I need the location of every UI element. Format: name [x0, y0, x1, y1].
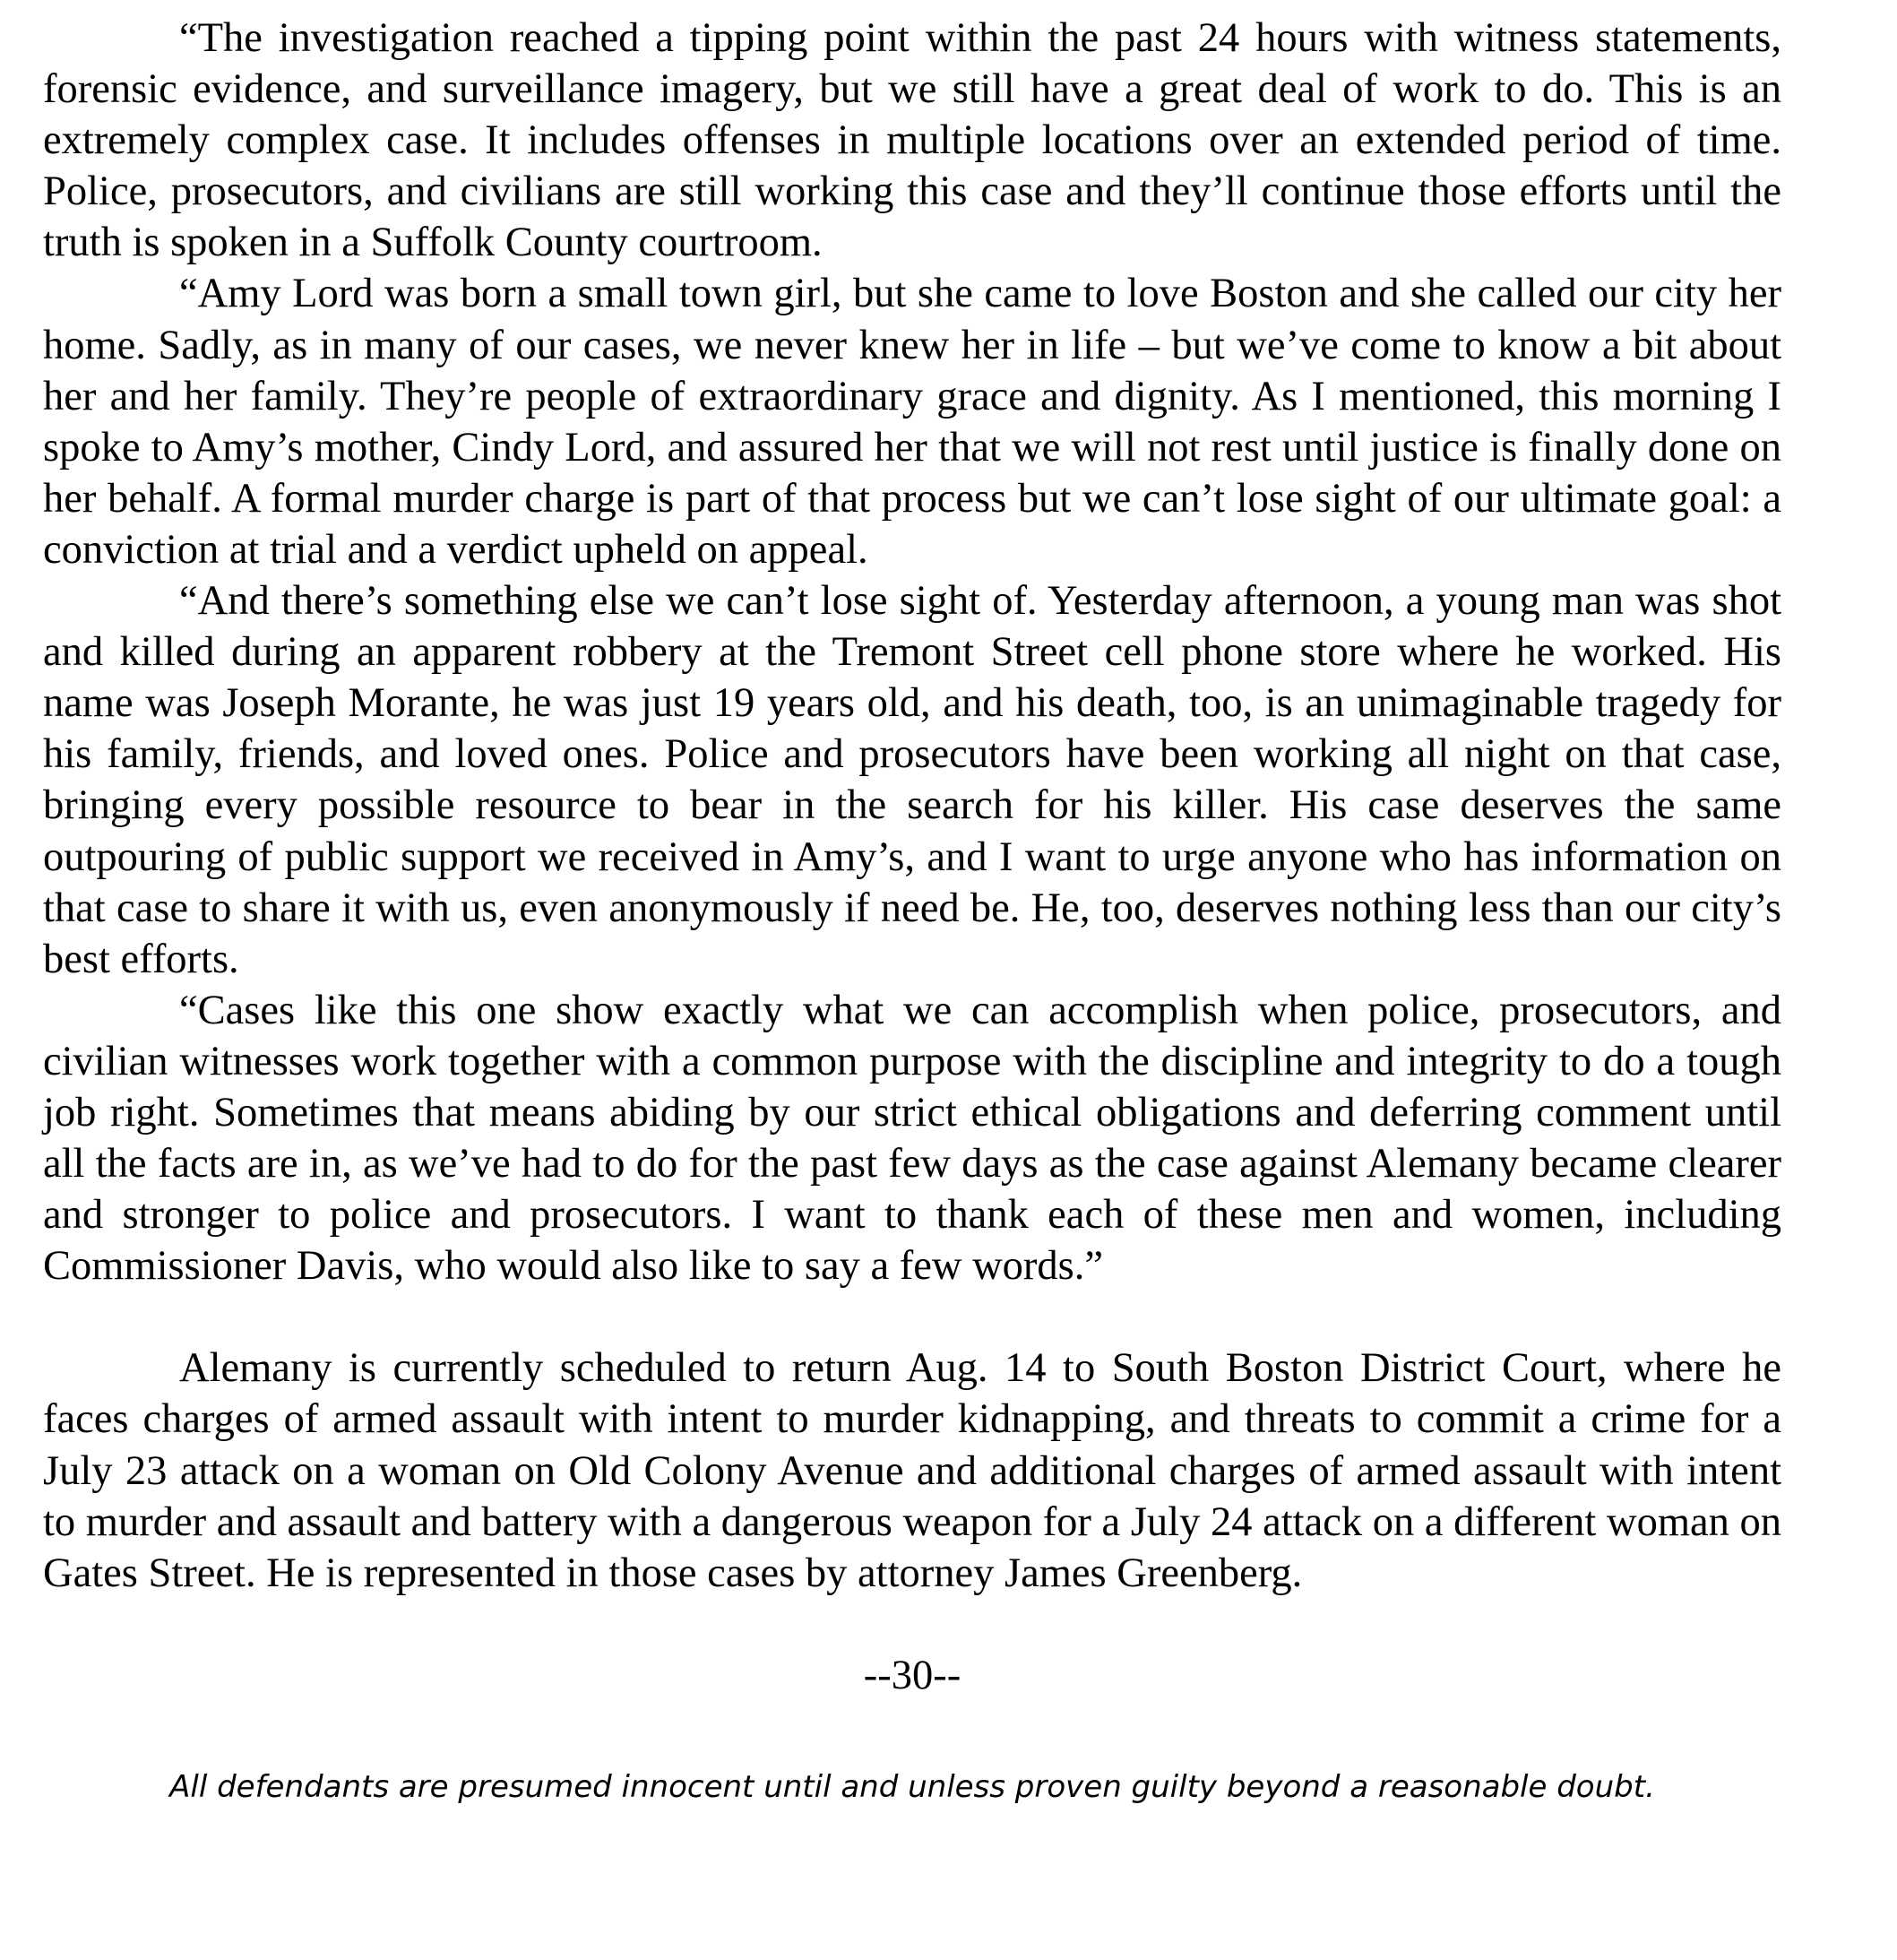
- quote-paragraph-investigation: “The investigation reached a tipping point within the past 24 hours with witness statements, forensic evidence, and surveillance imagery, but we still have a great deal of work to do. This is an extremely complex case. It includes offenses in multiple locations over an extended period of time. Police, prosecutors, and civilians are still working this case and they’ll continue those efforts until the truth is spoken in a Suffolk County courtroom.: [43, 15, 1781, 266]
- quote-paragraph-cases-like-this: “Cases like this one show exactly what we can accomplish when police, prosecutors, and civilian witnesses work together with a common purpose with the discipline and integrity to do a tough job right. Sometimes that means abiding by our strict ethical obligations and deferring comment until all the facts are in, as we’ve had to do for the past few days as the case against Alemany became clearer and stronger to police and prosecutors. I want to thank each of these men and women, including Commissioner Davis, who would also like to say a few words.”: [43, 987, 1781, 1290]
- end-mark: --30--: [863, 1652, 961, 1698]
- disclaimer: All defendants are presumed innocent until and unless proven guilty beyond a reasonable doubt.: [169, 1769, 1655, 1805]
- quote-paragraph-amy-lord: “Amy Lord was born a small town girl, but she came to love Boston and she called our city her home. Sadly, as in many of our cases, we never knew her in life – but we’ve come to know a bit about her and her family. They’re people of extraordinary grace and dignity. As I mentioned, this morning I spoke to Amy’s mother, Cindy Lord, and assured her that we will not rest until justice is finally done on her behalf. A formal murder charge is part of that process but we can’t lose sight of our ultimate goal: a conviction at trial and a verdict upheld on appeal.: [43, 271, 1781, 573]
- paragraph-court-schedule: Alemany is currently scheduled to return Aug. 14 to South Boston District Court, where he faces charges of armed assault with intent to murder kidnapping, and threats to commit a crime for a July 23 attack on a woman on Old Colony Avenue and additional charges of armed assault with intent to murder and assault and battery with a dangerous weapon for a July 24 attack on a different woman on Gates Street. He is represented in those cases by attorney James Greenberg.: [43, 1345, 1781, 1596]
- quote-paragraph-joseph-morante: “And there’s something else we can’t lose sight of. Yesterday afternoon, a young man was shot and killed during an apparent robbery at the Tremont Street cell phone store where he worked. His name was Joseph Morante, he was just 19 years old, and his death, too, is an unimaginable tragedy for his family, friends, and loved ones. Police and prosecutors have been working all night on that case, bringing every possible resource to bear in the search for his killer. His case deserves the same outpouring of public support we received in Amy’s, and I want to urge anyone who has information on that case to share it with us, even anonymously if need be. He, too, deserves nothing less than our city’s best efforts.: [43, 578, 1781, 982]
- document-body: [43, 13, 1781, 1701]
